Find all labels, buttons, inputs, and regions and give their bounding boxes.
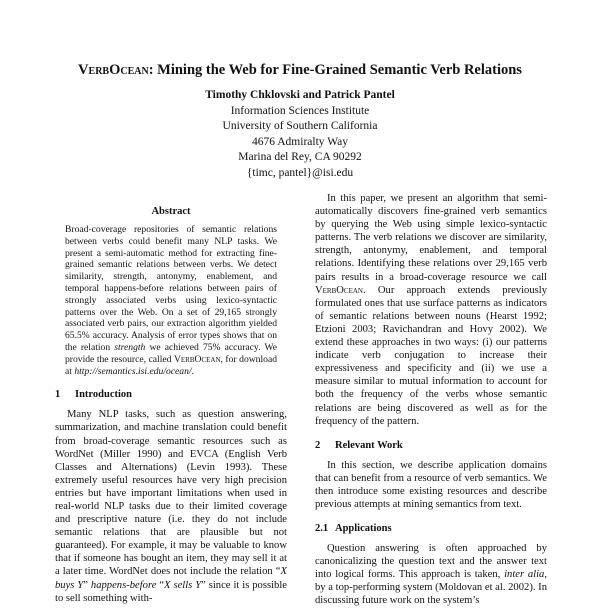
right-text-1a: In this paper, we present an algorithm that semi-automatically discovers fine-grained verb semantics by querying the Web using simple lexico-syntactic patterns. The verb relations we discover are similarity, strength, antonymy, enablement, and temporal relations. Identifying these relations over 29,165 verb pairs results in a broad-coverage resource we call — [315, 193, 547, 283]
abstract-part-1: Broad-coverage repositories of semantic relations between verbs could benefit many NLP tasks. We present a semi-automatic method for extracting fine-grained semantic relations between verbs. We detect similarity, strength, antonymy, enablement, and temporal happens-before relations between pairs of strongly associated verbs using lexico-syntactic patterns over the Web. On a set of 29,165 strongly associated verb pairs, our extraction algorithm yielded 65.5% accuracy. Analysis of error types shows that on the relation — [65, 224, 277, 353]
abstract-end: . — [191, 365, 194, 377]
author-email: {timc, pantel}@isi.edu — [246, 166, 354, 179]
title-rest: : Mining the Web for Fine-Grained Semantic Verb Relations — [148, 62, 522, 78]
abstract-text — [65, 224, 277, 377]
intro-italic-3: X sells Y — [164, 579, 202, 591]
right-italic: inter alia — [504, 569, 545, 581]
right-paragraph-3 — [315, 542, 547, 607]
affiliation-line: Marina del Rey, CA 90292 — [238, 151, 362, 164]
abstract-part-2: we achieved 75% accuracy. We provide the resource, called — [65, 341, 277, 365]
abstract-italic: strength — [114, 341, 146, 353]
section-heading-applications — [315, 522, 547, 535]
right-paragraph-2: In this section, we describe application domains that can benefit from a resource of verb semantics. We then introduce some existing resources and describe previous attempts at mining semantics from text. — [315, 459, 547, 510]
intro-italic-2: happens-before — [90, 579, 157, 591]
right-column — [315, 192, 547, 608]
abstract-heading: Abstract — [151, 206, 191, 217]
intro-text-2: ” — [83, 579, 91, 591]
intro-text-3: “ — [156, 579, 165, 591]
section-heading-introduction — [55, 388, 287, 401]
right-text-1b: . Our approach extends previously formulated ones that use surface patterns as indicators of semantic relations between nouns (Hearst 1992; Etzioni 2003; Ravichandran and Hovy 2002). We extend these approaches in two ways: (i) our patterns indicate verb conjugation to increase their expressiveness and specificity and (ii) we use a measure similar to mutual information to account for both the frequency of the verbs whose semantic relations are being discovered as well as for the frequency of the pattern. — [315, 284, 547, 427]
abstract-url[interactable]: http://semantics.isi.edu/ocean/ — [74, 365, 192, 377]
author-block — [150, 88, 450, 182]
affiliation-line: Information Sciences Institute — [230, 104, 370, 117]
intro-paragraph — [55, 408, 287, 604]
affiliation-line: University of Southern California — [222, 120, 378, 133]
section-title: Applications — [335, 523, 392, 535]
section-number: 2.1 — [315, 523, 329, 535]
right-text-3a: Question answering is often approached by canonicalizing the question text and the answer text into logical forms. This approach is taken, — [315, 543, 547, 581]
section-number: 2 — [315, 439, 321, 451]
intro-text-1: Many NLP tasks, such as question answering, summarization, and machine translation could benefit from broad-coverage semantic resources such as WordNet (Miller 1990) and EVCA (English Verb Classes and Alternations) (Levin 1993). These extremely useful resources have very high precision entries but have important limitations when used in real-world NLP tasks due to their limited coverage and prescriptive nature (i.e. they do not include semantic relations that are plausible but not guaranteed). For example, it may be valuable to know that if someone has bought an item, they may sell it at a later time. WordNet does not include the relation “ — [55, 409, 287, 578]
section-heading-relevant-work — [315, 439, 547, 452]
abstract-smallcaps: VerbOcean — [173, 353, 221, 365]
section-title: Introduction — [75, 389, 132, 401]
right-smallcaps: VerbOcean — [315, 284, 363, 296]
section-title: Relevant Work — [335, 439, 403, 451]
left-column — [55, 198, 287, 605]
intro-text-4: ” since it is possible to sell something with- — [55, 579, 287, 604]
section-number: 1 — [55, 389, 61, 401]
affiliation-line: 4676 Admiralty Way — [252, 135, 348, 148]
intro-italic-1: X buys Y — [55, 566, 287, 591]
right-text-3b: , by a top-performing system (Moldovan et al. 2002). In discussing future work on the system’s — [315, 569, 547, 607]
title-smallcaps: VerbOcean — [78, 62, 149, 78]
author-names: Timothy Chklovski and Patrick Pantel — [205, 89, 395, 101]
right-paragraph-1 — [315, 192, 547, 428]
paper-title — [0, 61, 600, 79]
abstract-part-3: , for download at — [65, 353, 277, 377]
